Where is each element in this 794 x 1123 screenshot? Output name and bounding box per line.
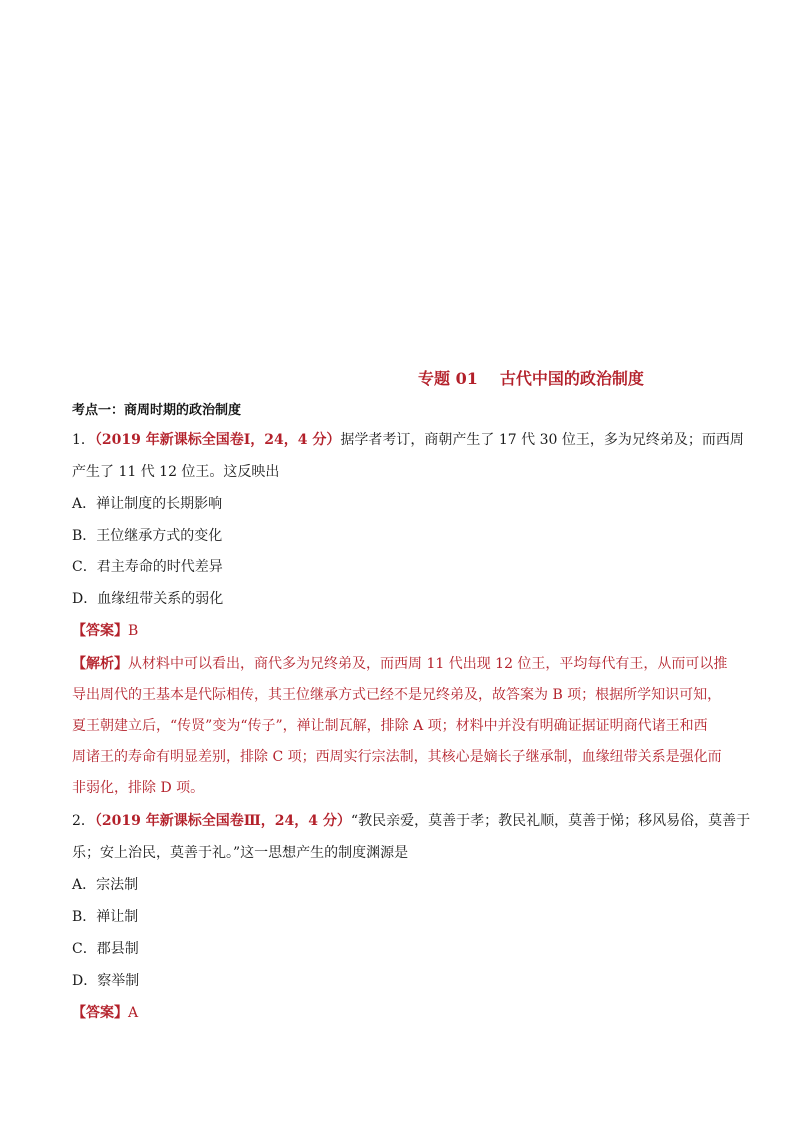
question-2-stem: “教民亲爱，莫善于孝；教民礼顺，莫善于悌；移风易俗，莫善于: [350, 813, 751, 829]
question-1-analysis-line-4: 周诸王的寿命有明显差别，排除 C 项；西周实行宗法制，其核心是嫡长子继承制，血缘纽带关系是强化而: [72, 749, 722, 765]
question-2-option-a: A．宗法制: [72, 877, 139, 893]
question-1-option-b: B．王位继承方式的变化: [72, 528, 223, 544]
answer-label: 【答案】: [72, 623, 128, 639]
question-1-option-d: D．血缘纽带关系的弱化: [72, 591, 224, 607]
question-1-analysis-line-5: 非弱化，排除 D 项。: [72, 780, 205, 796]
question-1-option-a: A．禅让制度的长期影响: [72, 496, 223, 512]
question-2-answer: [72, 1003, 722, 1023]
question-1-analysis-line-3: 夏王朝建立后，“传贤”变为“传子”，禅让制瓦解，排除 A 项；材料中并没有明确证据证明商代诸王和西: [72, 718, 708, 734]
answer-value: A: [128, 1005, 139, 1021]
question-1-line-1: [72, 430, 744, 450]
question-2-line-1: [72, 811, 751, 831]
title-number: 专题 01: [418, 369, 478, 388]
answer-label: 【答案】: [72, 1005, 128, 1021]
analysis-label: 【解析】: [72, 656, 128, 672]
question-1-number: 1．: [72, 432, 95, 448]
question-2-option-b: B．禅让制: [72, 909, 139, 925]
title-text: 古代中国的政治制度: [499, 369, 644, 388]
question-1-line-2: 产生了 11 代 12 位王。这反映出: [72, 464, 280, 480]
page-title: [418, 366, 644, 389]
question-2-option-d: D．察举制: [72, 973, 140, 989]
question-1-stem: 据学者考订，商朝产生了 17 代 30 位王，多为兄终弟及；而西周: [340, 432, 744, 448]
section-heading: 考点一：商周时期的政治制度: [72, 403, 242, 418]
question-2-source: （2019 年新课标全国卷Ⅲ，24，4 分）: [94, 813, 351, 829]
question-2-number: 2．: [72, 813, 95, 829]
question-2-line-2: 乐；安上治民，莫善于礼。”这一思想产生的制度渊源是: [72, 845, 409, 861]
question-1-analysis-line-1: [72, 654, 728, 674]
analysis-text: 从材料中可以看出，商代多为兄终弟及，而西周 11 代出现 12 位王，平均每代有王，从而可以推: [128, 656, 728, 672]
question-1-analysis-line-2: 导出周代的王基本是代际相传，其王位继承方式已经不是兄终弟及，故答案为 B 项；根据所学知识可知，: [72, 687, 722, 703]
question-1-answer: [72, 621, 722, 641]
answer-value: B: [128, 623, 139, 639]
question-2-option-c: C．郡县制: [72, 941, 139, 957]
question-1-option-c: C．君主寿命的时代差异: [72, 559, 223, 575]
question-1-source: （2019 年新课标全国卷Ⅰ，24，4 分）: [94, 432, 341, 448]
